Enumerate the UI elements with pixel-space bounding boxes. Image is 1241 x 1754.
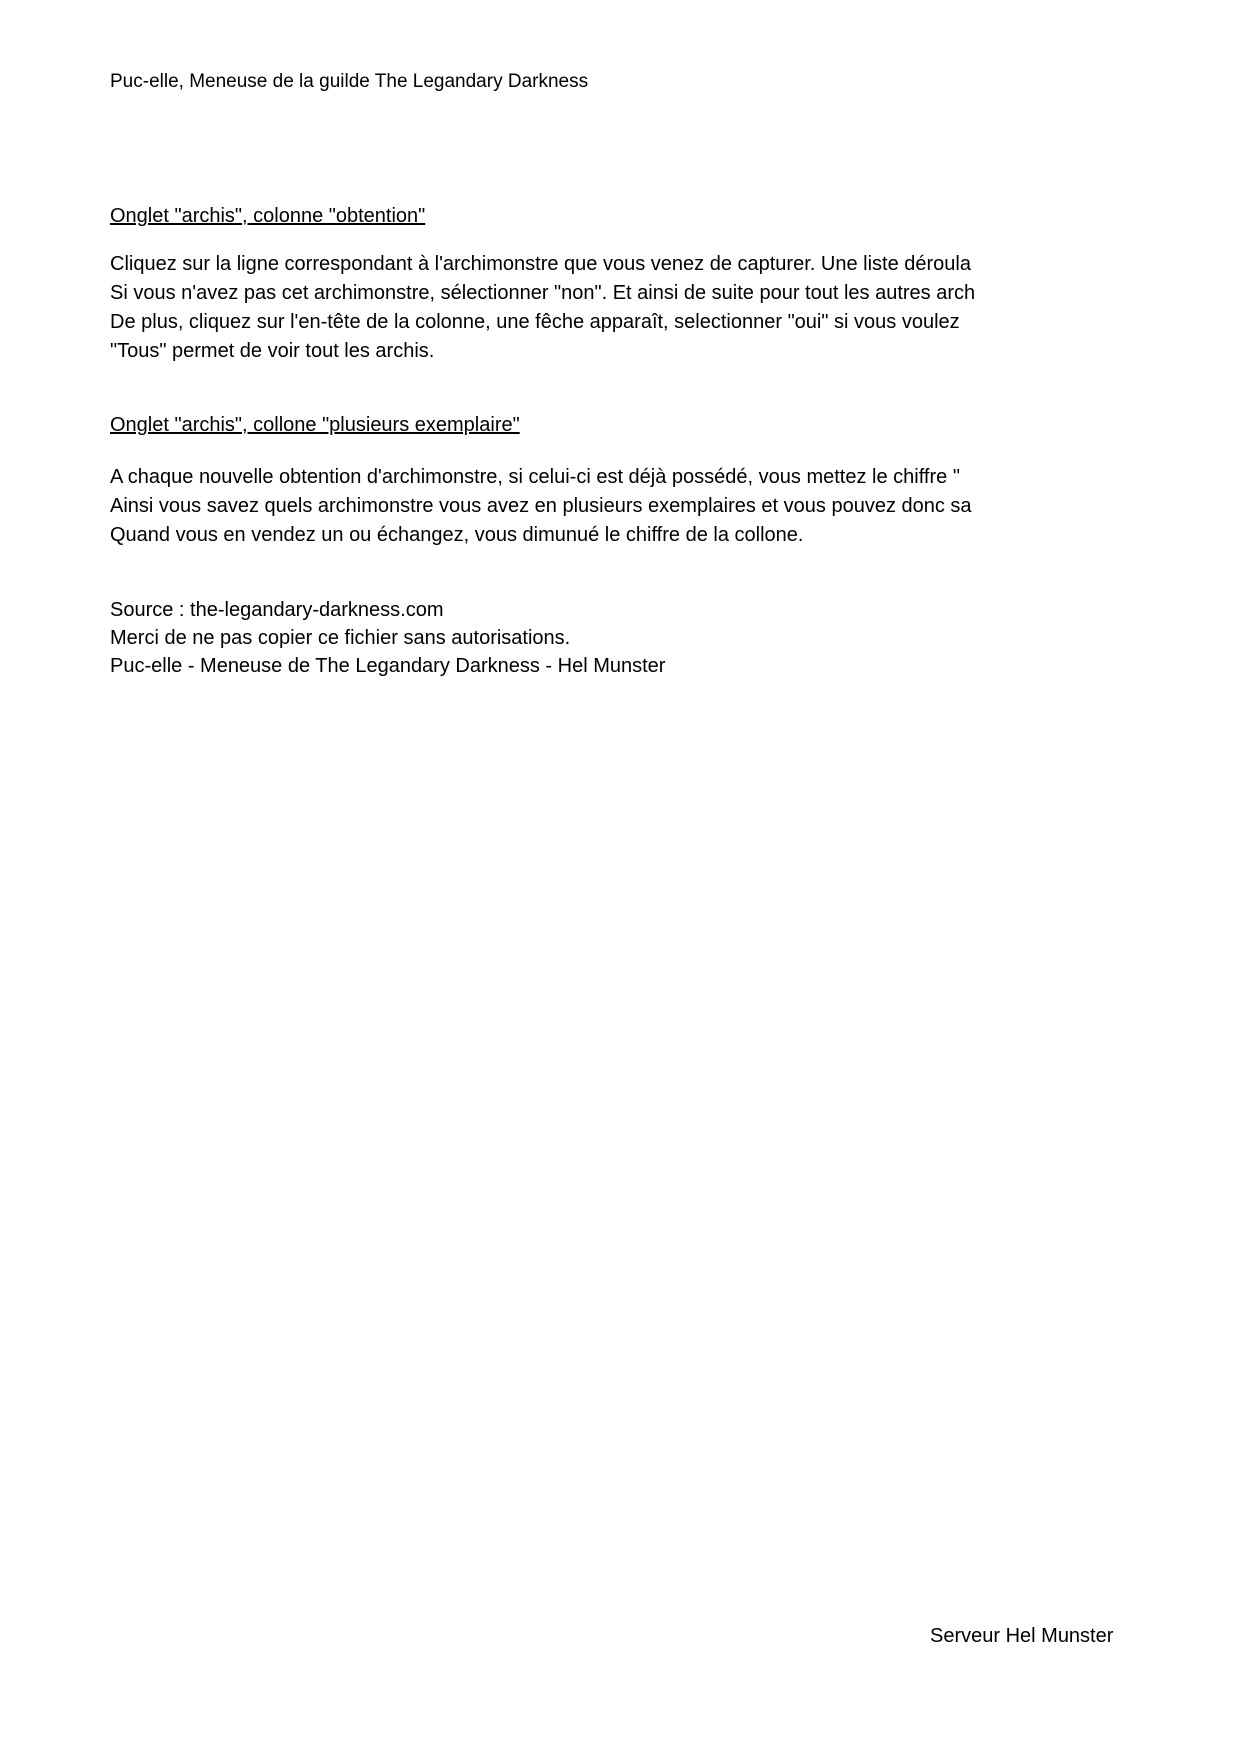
paragraph-line: Quand vous en vendez un ou échangez, vous dimunué le chiffre de la collone. — [110, 524, 804, 546]
paragraph-line: "Tous" permet de voir tout les archis. — [110, 340, 435, 362]
paragraph-line: Si vous n'avez pas cet archimonstre, sélectionner "non". Et ainsi de suite pour tout les autres arch — [110, 282, 976, 304]
paragraph-obtention — [110, 250, 1015, 366]
source-line: Puc-elle - Meneuse de The Legandary Darkness - Hel Munster — [110, 655, 666, 677]
paragraph-line: De plus, cliquez sur l'en-tête de la colonne, une fêche apparaît, selectionner "oui" si vous voulez — [110, 311, 960, 333]
document-header-line: Puc-elle, Meneuse de la guilde The Legandary Darkness — [110, 71, 589, 92]
section-heading-plusieurs-exemplaire: Onglet "archis", collone "plusieurs exemplaire" — [110, 414, 520, 436]
paragraph-line: A chaque nouvelle obtention d'archimonstre, si celui-ci est déjà possédé, vous mettez le chiffre " — [110, 466, 960, 488]
source-line: Source : the-legandary-darkness.com — [110, 599, 444, 621]
paragraph-plusieurs-exemplaire — [110, 463, 1015, 550]
source-line: Merci de ne pas copier ce fichier sans autorisations. — [110, 627, 571, 649]
paragraph-line: Ainsi vous savez quels archimonstre vous avez en plusieurs exemplaires et vous pouvez donc sa — [110, 495, 972, 517]
section-heading-obtention: Onglet "archis", colonne "obtention" — [110, 205, 426, 227]
page-footer-server: Serveur Hel Munster — [930, 1625, 1114, 1647]
paragraph-line: Cliquez sur la ligne correspondant à l'archimonstre que vous venez de capturer. Une liste déroula — [110, 253, 971, 275]
source-block — [110, 596, 665, 680]
